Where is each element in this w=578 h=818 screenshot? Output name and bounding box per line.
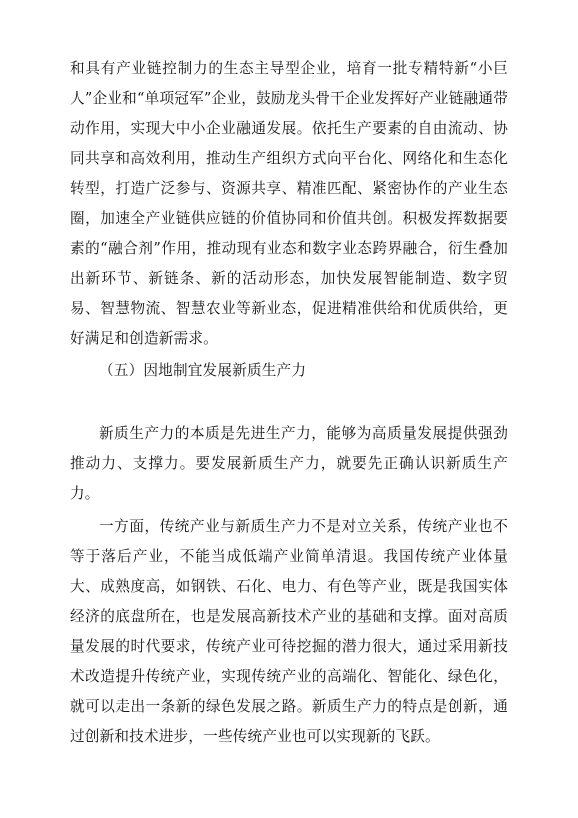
body-paragraph: 新质生产力的本质是先进生产力，能够为高质量发展提供强劲推动力、支撑力。要发展新质生产力，就要先正确认识新质生产力。 [70, 425, 508, 502]
body-paragraph: 一方面，传统产业与新质生产力不是对立关系，传统产业也不等于落后产业，不能当成低端产业简单清退。我国传统产业体量大、成熟度高，如钢铁、石化、电力、有色等产业，既是我国实体经济的底盘所在，也是发展高新技术产业的基础和支撑。面对高质量发展的时代要求，传统产业可待挖掘的潜力很大，通过采用新技术改造提升传统产业，实现传统产业的高端化、智能化、绿色化，就可以走出一条新的绿色发展之路。新质生产力的特点是创新，通过创新和技术进步，一些传统产业也可以实现新的飞跃。 [70, 518, 508, 745]
section-heading: （五）因地制宜发展新质生产力 [99, 362, 307, 379]
body-paragraph-continued: 和具有产业链控制力的生态主导型企业，培育一批专精特新“小巨人”企业和“单项冠军”企业，鼓励龙头骨干企业发挥好产业链融通带动作用，实现大中小企业融通发展。依托生产要素的自由流动、协同共享和高效利用，推动生产组织方式向平台化、网络化和生态化转型，打造广泛参与、资源共享、精准匹配、紧密协作的产业生态圈，加速全产业链供应链的价值协同和价值共创。积极发挥数据要素的“融合剂”作用，推动现有业态和数字业态跨界融合，衍生叠加出新环节、新链条、新的活动形态，加快发展智能制造、数字贸易、智慧物流、智慧农业等新业态，促进精准供给和优质供给，更好满足和创造新需求。 [70, 60, 508, 347]
